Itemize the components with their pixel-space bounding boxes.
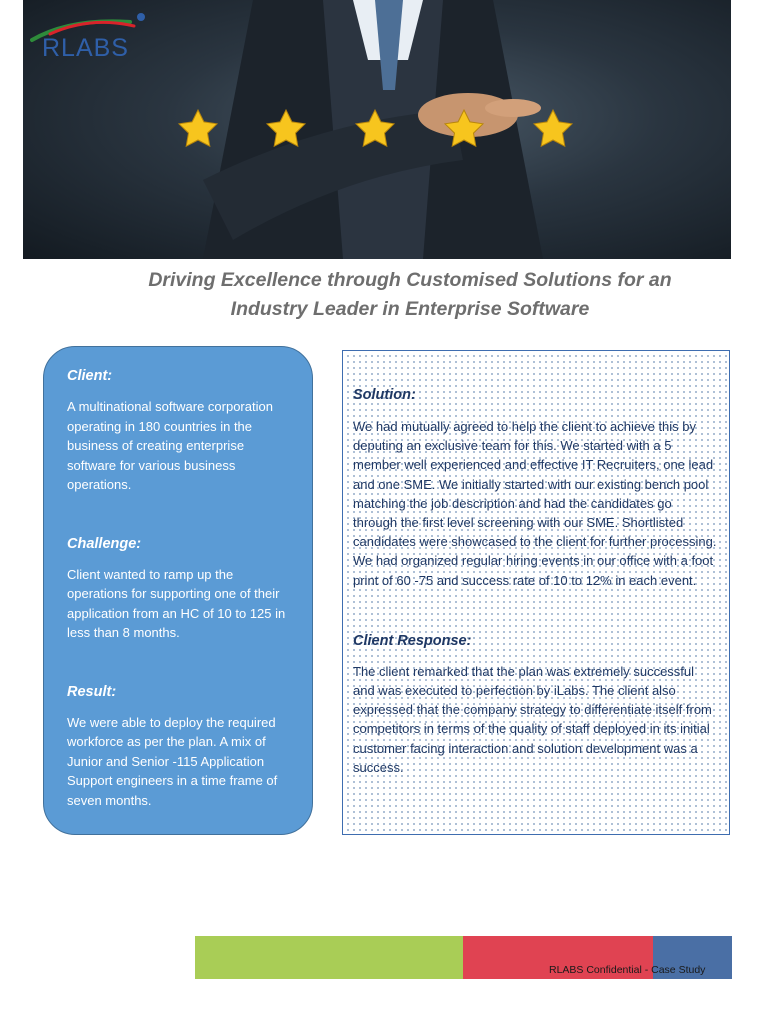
page-title [100, 266, 720, 324]
star-icon [534, 110, 572, 146]
company-logo [30, 12, 150, 64]
client-heading: Client: [67, 368, 113, 384]
footer-bar-green [195, 936, 463, 979]
solution-panel [342, 350, 730, 835]
logo-text: RLABS [42, 34, 129, 62]
client-summary-panel [43, 346, 313, 835]
result-heading: Result: [67, 683, 117, 700]
client-response-text: The client remarked that the plan was extremely successful and was executed to perfection by iLabs. The client also expressed that the company strategy to differentiate itself from competitors in terms of the quality of staff deployed in its initial customer facing interaction and solution development was a success. [353, 663, 712, 775]
solution-text: We had mutually agreed to help the client to achieve this by deputing an exclusive team for this. We started with a 5 member well experienced and effective IT Recruiters, one lead and one SME. We initially started with our existing bench pool matching the job description and had the candidates go through the first level screening with our SME. Shortlisted candidates were showcased to the client for further processing. We had organized regular hiring events in our office with a foot print of 60 -75 and success rate of 10 to 12% in each event. [353, 419, 717, 588]
client-response-heading: Client Response: [353, 632, 472, 649]
challenge-heading: Challenge: [67, 535, 142, 552]
footer-confidential-label: RLABS Confidential - Case Study [549, 964, 706, 976]
challenge-text: Client wanted to ramp up the operations for supporting one of their application from an HC of 10 to 125 in less than 8 months. [67, 566, 286, 640]
solution-heading: Solution: [353, 387, 416, 403]
star-icon [179, 110, 217, 146]
client-text: A multinational software corporation operating in 180 countries in the business of creating enterprise software for various business operations. [67, 399, 273, 492]
result-text: We were able to deploy the required workforce as per the plan. A mix of Junior and Senior -115 Application Support engineers in a time frame of seven months. [67, 714, 278, 808]
title-line-1: Driving Excellence through Customised Solutions for an [148, 269, 672, 291]
title-line-2: Industry Leader in Enterprise Software [230, 298, 590, 320]
